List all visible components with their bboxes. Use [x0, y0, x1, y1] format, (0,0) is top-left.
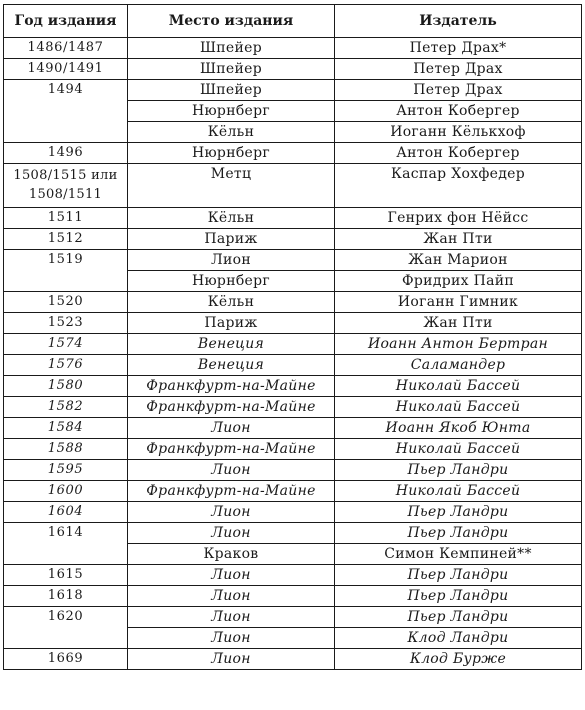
- table-row: [4, 376, 582, 397]
- publisher-cell: Пьер Ландри: [335, 607, 582, 628]
- table-row: [4, 164, 582, 208]
- place-cell: Кёльн: [128, 292, 335, 313]
- place-cell: Франкфурт-на-Майне: [128, 376, 335, 397]
- place-cell: Франкфурт-на-Майне: [128, 481, 335, 502]
- place-cell: Венеция: [128, 334, 335, 355]
- publisher-cell: Жан Марион: [335, 250, 582, 271]
- publisher-cell: Иоганн Гимник: [335, 292, 582, 313]
- place-cell: Лион: [128, 628, 335, 649]
- year-cell: 1523: [4, 313, 128, 334]
- place-cell: Лион: [128, 586, 335, 607]
- year-cell: 1620: [4, 607, 128, 649]
- publisher-cell: Иоганн Кёлькхоф: [335, 122, 582, 143]
- publisher-cell: Пьер Ландри: [335, 586, 582, 607]
- table-row: [4, 481, 582, 502]
- table-row: [4, 229, 582, 250]
- editions-table: [3, 4, 582, 670]
- header-publisher: Издатель: [335, 5, 582, 38]
- table-row: [4, 586, 582, 607]
- place-cell: Лион: [128, 649, 335, 670]
- publisher-cell: Петер Драх: [335, 80, 582, 101]
- place-cell: Лион: [128, 607, 335, 628]
- year-cell: 1584: [4, 418, 128, 439]
- place-cell: Кёльн: [128, 208, 335, 229]
- place-cell: Лион: [128, 460, 335, 481]
- year-cell: 1512: [4, 229, 128, 250]
- place-cell: Лион: [128, 565, 335, 586]
- publisher-cell: Николай Бассей: [335, 439, 582, 460]
- year-cell: 1508/1515 или 1508/1511: [4, 164, 128, 208]
- header-row: [4, 5, 582, 38]
- table-row: [4, 59, 582, 80]
- table-row: [4, 649, 582, 670]
- year-cell: 1574: [4, 334, 128, 355]
- table-row: [4, 143, 582, 164]
- publisher-cell: Саламандер: [335, 355, 582, 376]
- publisher-cell: Жан Пти: [335, 313, 582, 334]
- publisher-cell: Николай Бассей: [335, 481, 582, 502]
- table-row: [4, 313, 582, 334]
- table-row: [4, 355, 582, 376]
- table-row: [4, 38, 582, 59]
- publisher-cell: Иоанн Антон Бертран: [335, 334, 582, 355]
- table-row: [4, 418, 582, 439]
- place-cell: Метц: [128, 164, 335, 208]
- publisher-cell: Пьер Ландри: [335, 523, 582, 544]
- place-cell: Париж: [128, 229, 335, 250]
- publisher-cell: Пьер Ландри: [335, 565, 582, 586]
- year-cell: 1486/1487: [4, 38, 128, 59]
- year-cell: 1520: [4, 292, 128, 313]
- place-cell: Нюрнберг: [128, 271, 335, 292]
- year-cell: 1614: [4, 523, 128, 565]
- year-cell: 1588: [4, 439, 128, 460]
- table-row: [4, 334, 582, 355]
- table-row: [4, 208, 582, 229]
- place-cell: Шпейер: [128, 80, 335, 101]
- header-place: Место издания: [128, 5, 335, 38]
- place-cell: Нюрнберг: [128, 101, 335, 122]
- publisher-cell: Генрих фон Нёйсс: [335, 208, 582, 229]
- place-cell: Париж: [128, 313, 335, 334]
- place-cell: Венеция: [128, 355, 335, 376]
- year-cell: 1595: [4, 460, 128, 481]
- year-cell: 1580: [4, 376, 128, 397]
- publisher-cell: Николай Бассей: [335, 397, 582, 418]
- table-row: [4, 250, 582, 271]
- year-cell: 1490/1491: [4, 59, 128, 80]
- table-row: [4, 292, 582, 313]
- publisher-cell: Пьер Ландри: [335, 502, 582, 523]
- place-cell: Лион: [128, 250, 335, 271]
- table-row: [4, 523, 582, 544]
- header-year: Год издания: [4, 5, 128, 38]
- place-cell: Краков: [128, 544, 335, 565]
- publisher-cell: Петер Драх*: [335, 38, 582, 59]
- place-cell: Шпейер: [128, 38, 335, 59]
- year-cell: 1618: [4, 586, 128, 607]
- table-row: [4, 397, 582, 418]
- year-cell: 1494: [4, 80, 128, 143]
- year-cell: 1519: [4, 250, 128, 292]
- year-cell: 1615: [4, 565, 128, 586]
- table-row: [4, 460, 582, 481]
- publisher-cell: Пьер Ландри: [335, 460, 582, 481]
- publisher-cell: Жан Пти: [335, 229, 582, 250]
- table-row: [4, 607, 582, 628]
- place-cell: Франкфурт-на-Майне: [128, 397, 335, 418]
- table-row: [4, 565, 582, 586]
- year-cell: 1600: [4, 481, 128, 502]
- table-row: [4, 80, 582, 101]
- publisher-cell: Клод Бурже: [335, 649, 582, 670]
- year-cell: 1511: [4, 208, 128, 229]
- year-cell: 1576: [4, 355, 128, 376]
- publisher-cell: Симон Кемпиней**: [335, 544, 582, 565]
- place-cell: Лион: [128, 523, 335, 544]
- publisher-cell: Клод Ландри: [335, 628, 582, 649]
- place-cell: Нюрнберг: [128, 143, 335, 164]
- place-cell: Лион: [128, 418, 335, 439]
- year-cell: 1582: [4, 397, 128, 418]
- table-row: [4, 502, 582, 523]
- place-cell: Лион: [128, 502, 335, 523]
- year-cell: 1669: [4, 649, 128, 670]
- publisher-cell: Николай Бассей: [335, 376, 582, 397]
- place-cell: Франкфурт-на-Майне: [128, 439, 335, 460]
- publisher-cell: Антон Кобергер: [335, 143, 582, 164]
- year-cell: 1604: [4, 502, 128, 523]
- place-cell: Кёльн: [128, 122, 335, 143]
- place-cell: Шпейер: [128, 59, 335, 80]
- table-row: [4, 439, 582, 460]
- publisher-cell: Петер Драх: [335, 59, 582, 80]
- year-cell: 1496: [4, 143, 128, 164]
- publisher-cell: Каспар Хохфедер: [335, 164, 582, 208]
- editions-table-container: [3, 4, 582, 670]
- publisher-cell: Фридрих Пайп: [335, 271, 582, 292]
- publisher-cell: Антон Кобергер: [335, 101, 582, 122]
- publisher-cell: Иоанн Якоб Юнта: [335, 418, 582, 439]
